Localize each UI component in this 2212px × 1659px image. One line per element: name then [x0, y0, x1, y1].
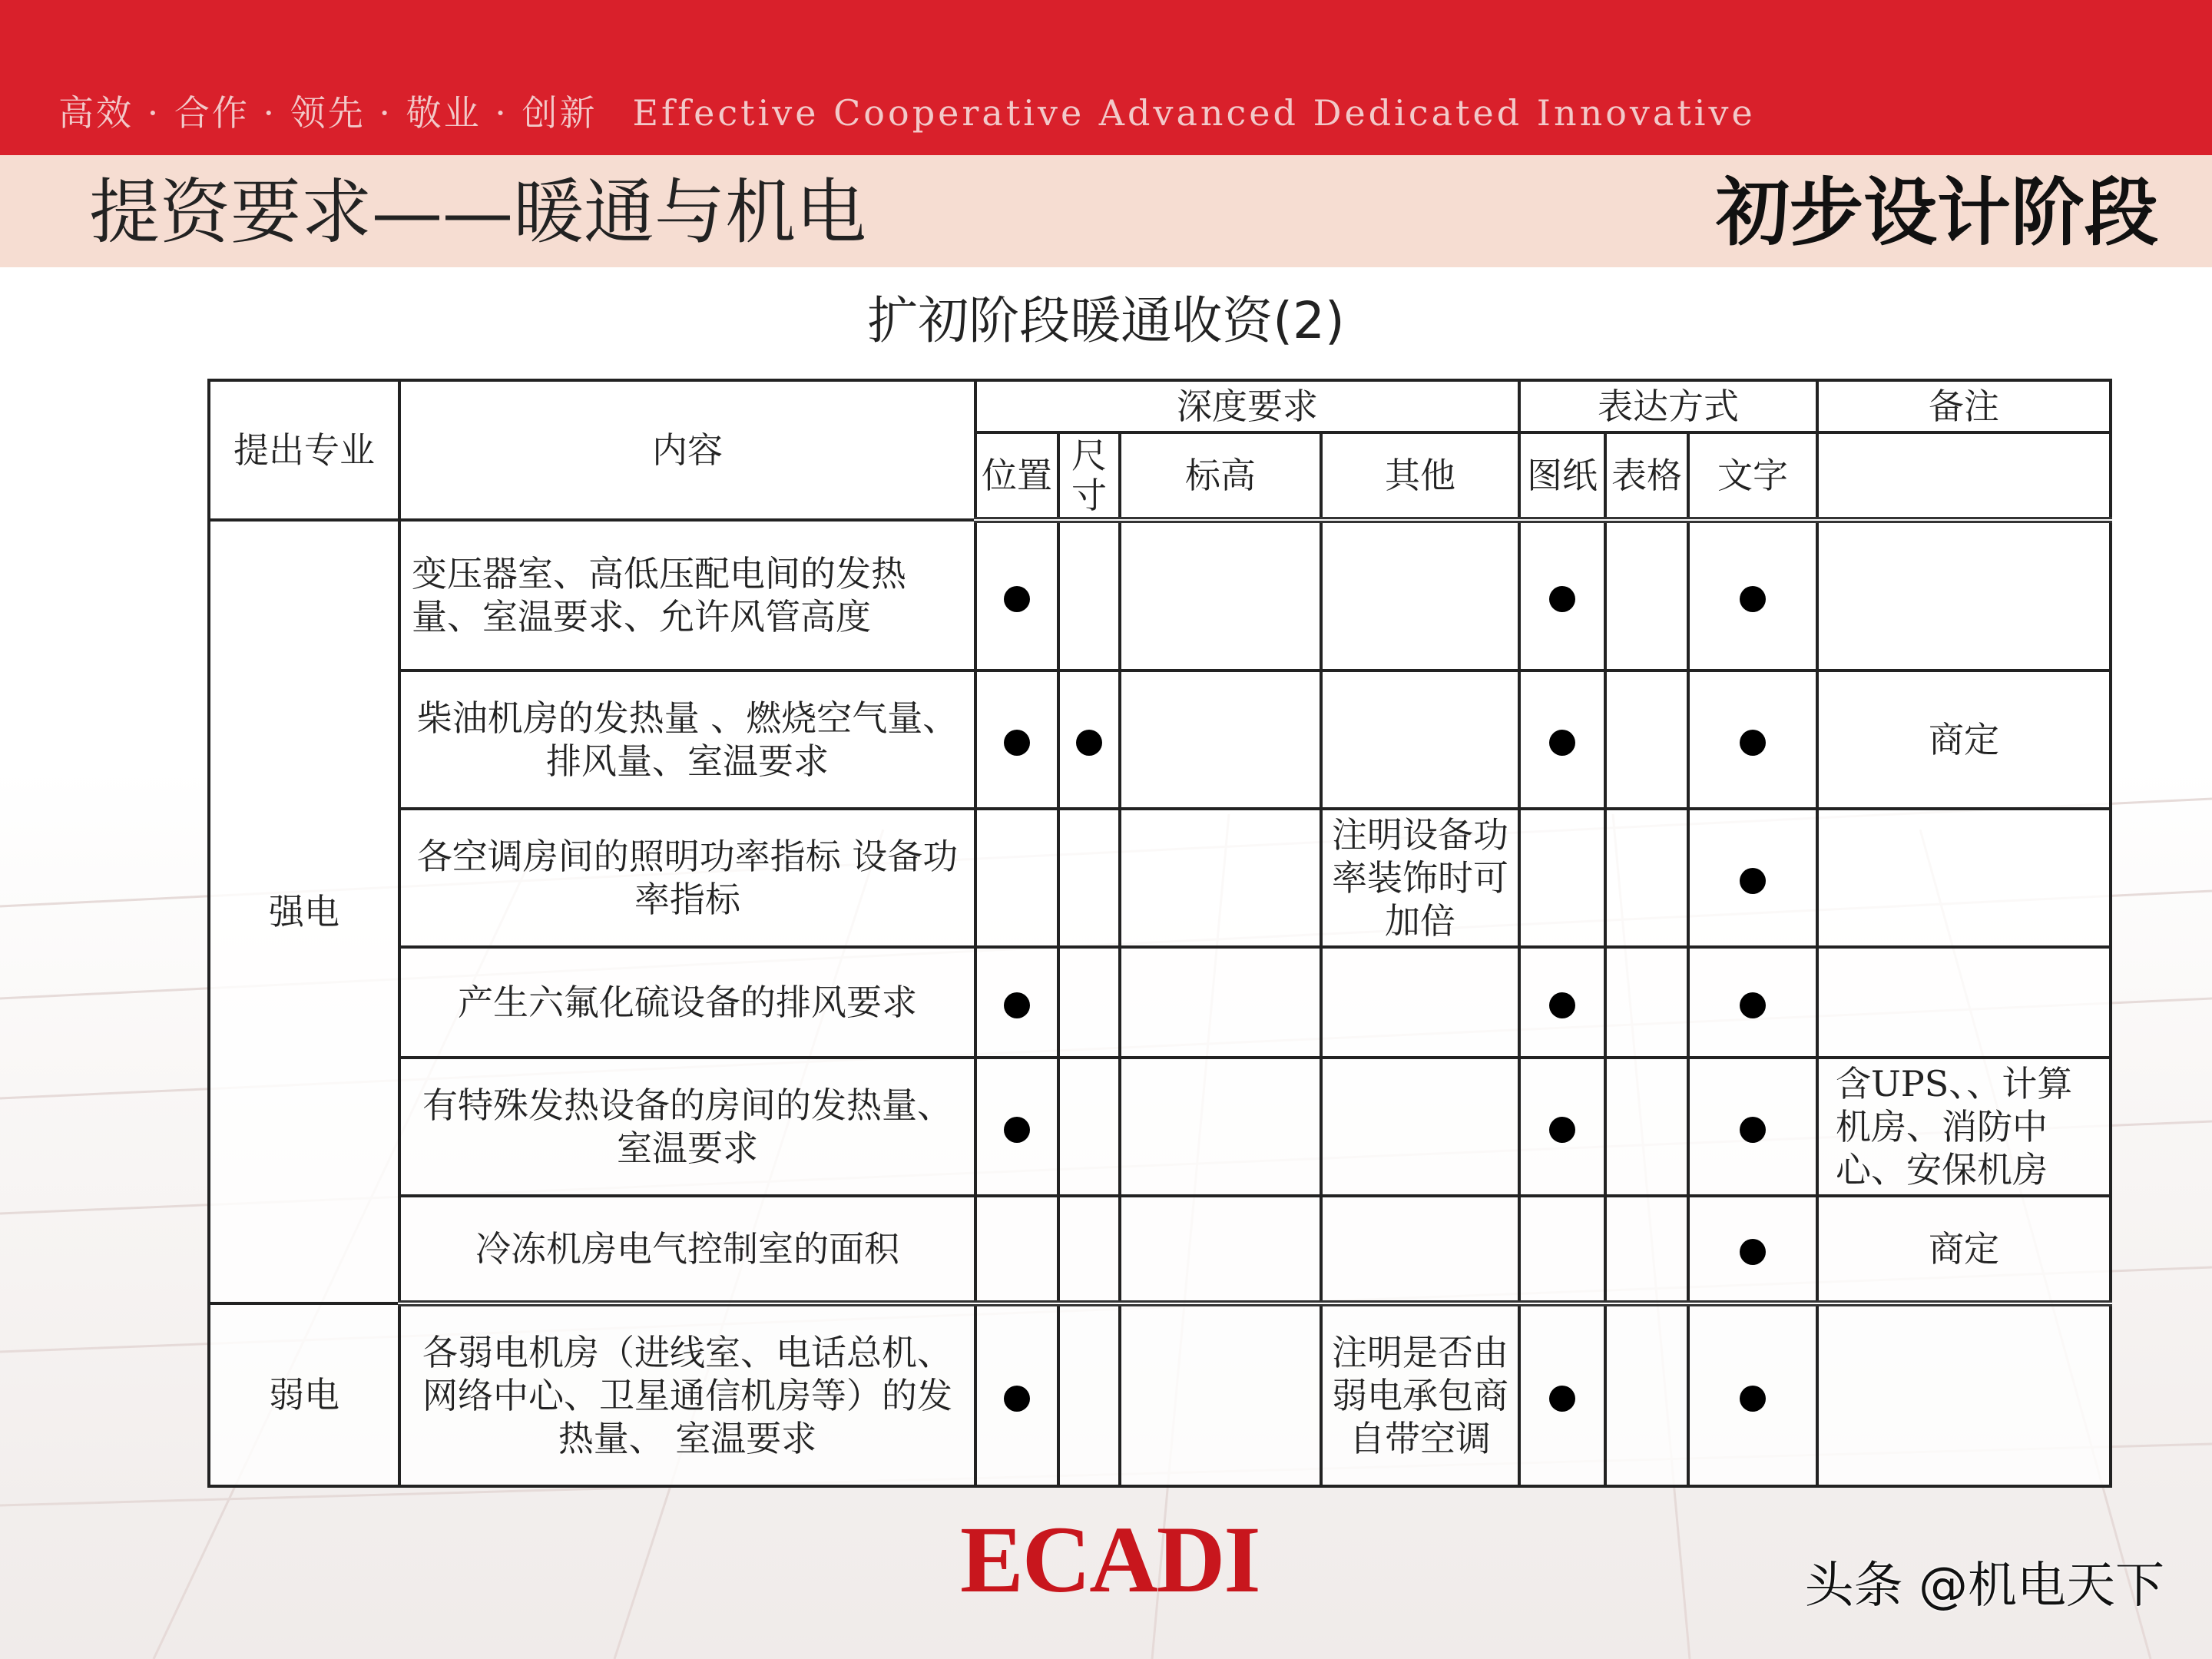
row-content: 产生六氟化硫设备的排风要求	[399, 947, 975, 1058]
cell-size	[1058, 520, 1120, 671]
cell-size	[1058, 1058, 1120, 1196]
cell-drawing	[1519, 520, 1605, 671]
cell-position	[975, 520, 1058, 671]
cell-text	[1688, 1196, 1817, 1303]
dot-icon	[1740, 586, 1766, 612]
cell-remarks: 商定	[1817, 671, 2111, 809]
header-discipline: 提出专业	[209, 380, 399, 520]
stage-title: 初步设计阶段	[1716, 169, 2158, 256]
dot-icon	[1549, 730, 1575, 756]
table-row	[209, 1058, 2111, 1196]
cell-position	[975, 1058, 1058, 1196]
cell-remarks: 含UPS、、计算机房、消防中心、安保机房	[1817, 1058, 2111, 1196]
cell-elevation	[1120, 520, 1321, 671]
cell-other	[1321, 671, 1519, 809]
cell-form	[1605, 1196, 1688, 1303]
cell-other	[1321, 1058, 1519, 1196]
cell-text	[1688, 947, 1817, 1058]
header-remarks-sub	[1817, 432, 2111, 520]
header-position: 位置	[975, 432, 1058, 520]
cell-size	[1058, 947, 1120, 1058]
row-content: 有特殊发热设备的房间的发热量、室温要求	[399, 1058, 975, 1196]
slogan-english: Effective Cooperative Advanced Dedicated Innovative	[632, 92, 1756, 134]
cell-position	[975, 947, 1058, 1058]
cell-elevation	[1120, 947, 1321, 1058]
cell-elevation	[1120, 1196, 1321, 1303]
cell-other: 注明是否由弱电承包商自带空调	[1321, 1303, 1519, 1486]
header-other: 其他	[1321, 432, 1519, 520]
cell-size	[1058, 1196, 1120, 1303]
cell-form	[1605, 671, 1688, 809]
cell-form	[1605, 1058, 1688, 1196]
dot-icon	[1549, 1386, 1575, 1412]
cell-elevation	[1120, 1058, 1321, 1196]
group-strong-current: 强电	[209, 520, 399, 1303]
header-content: 内容	[399, 380, 975, 520]
table-row	[209, 809, 2111, 947]
cell-text	[1688, 520, 1817, 671]
cell-form	[1605, 947, 1688, 1058]
header-depth: 深度要求	[975, 380, 1519, 432]
dot-icon	[1004, 586, 1030, 612]
header-expression: 表达方式	[1519, 380, 1817, 432]
cell-other	[1321, 947, 1519, 1058]
cell-remarks	[1817, 520, 2111, 671]
row-content: 变压器室、高低压配电间的发热量、室温要求、允许风管高度	[399, 520, 975, 671]
row-content: 各空调房间的照明功率指标 设备功率指标	[399, 809, 975, 947]
requirements-table	[207, 379, 2112, 1488]
dot-icon	[1549, 586, 1575, 612]
header-text: 文字	[1688, 432, 1817, 520]
dot-icon	[1740, 868, 1766, 894]
cell-form	[1605, 1303, 1688, 1486]
cell-text	[1688, 809, 1817, 947]
cell-position	[975, 671, 1058, 809]
table-row	[209, 671, 2111, 809]
table-row	[209, 520, 2111, 671]
cell-drawing	[1519, 947, 1605, 1058]
cell-other: 注明设备功率装饰时可加倍	[1321, 809, 1519, 947]
row-content: 各弱电机房（进线室、电话总机、网络中心、卫星通信机房等）的发热量、 室温要求	[399, 1303, 975, 1486]
cell-elevation	[1120, 1303, 1321, 1486]
cell-elevation	[1120, 809, 1321, 947]
slogan	[58, 86, 1756, 140]
dot-icon	[1549, 1117, 1575, 1143]
cell-other	[1321, 1196, 1519, 1303]
cell-drawing	[1519, 1196, 1605, 1303]
ecadi-logo: ECADI	[960, 1507, 1260, 1612]
header-form: 表格	[1605, 432, 1688, 520]
cell-remarks	[1817, 1303, 2111, 1486]
cell-text	[1688, 1058, 1817, 1196]
cell-text	[1688, 1303, 1817, 1486]
dot-icon	[1076, 730, 1102, 756]
cell-size	[1058, 671, 1120, 809]
cell-remarks	[1817, 809, 2111, 947]
row-content: 柴油机房的发热量 、燃烧空气量、排风量、室温要求	[399, 671, 975, 809]
header-elevation: 标高	[1120, 432, 1321, 520]
cell-drawing	[1519, 809, 1605, 947]
watermark: 头条 @机电天下	[1804, 1558, 2164, 1614]
cell-form	[1605, 520, 1688, 671]
cell-drawing	[1519, 1058, 1605, 1196]
row-content: 冷冻机房电气控制室的面积	[399, 1196, 975, 1303]
dot-icon	[1740, 730, 1766, 756]
cell-position	[975, 1196, 1058, 1303]
cell-text	[1688, 671, 1817, 809]
cell-position	[975, 1303, 1058, 1486]
cell-remarks: 商定	[1817, 1196, 2111, 1303]
cell-remarks	[1817, 947, 2111, 1058]
dot-icon	[1740, 992, 1766, 1018]
dot-icon	[1004, 992, 1030, 1018]
slogan-chinese: 高效 · 合作 · 领先 · 敬业 · 创新	[58, 92, 598, 134]
cell-other	[1321, 520, 1519, 671]
header-remarks: 备注	[1817, 380, 2111, 432]
table-row	[209, 1303, 2111, 1486]
cell-form	[1605, 809, 1688, 947]
dot-icon	[1740, 1386, 1766, 1412]
dot-icon	[1740, 1117, 1766, 1143]
table-row	[209, 1196, 2111, 1303]
cell-drawing	[1519, 671, 1605, 809]
table-title: 扩初阶段暖通收资(2)	[867, 291, 1345, 350]
header-size: 尺寸	[1058, 432, 1120, 520]
dot-icon	[1740, 1239, 1766, 1265]
header-drawing: 图纸	[1519, 432, 1605, 520]
dot-icon	[1004, 1386, 1030, 1412]
cell-drawing	[1519, 1303, 1605, 1486]
cell-elevation	[1120, 671, 1321, 809]
group-weak-current: 弱电	[209, 1303, 399, 1486]
table-row	[209, 947, 2111, 1058]
dot-icon	[1004, 730, 1030, 756]
dot-icon	[1004, 1117, 1030, 1143]
page-title: 提资要求——暖通与机电	[89, 171, 867, 253]
cell-position	[975, 809, 1058, 947]
dot-icon	[1549, 992, 1575, 1018]
cell-size	[1058, 1303, 1120, 1486]
cell-size	[1058, 809, 1120, 947]
